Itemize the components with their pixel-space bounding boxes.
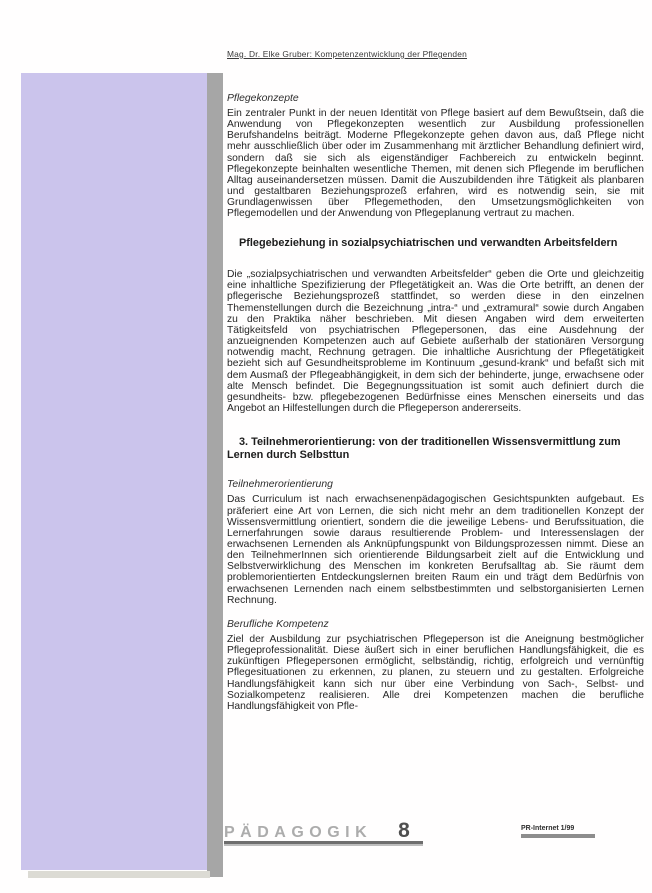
side-band-shadow-bottom: [28, 871, 210, 878]
footer-section: [224, 819, 423, 846]
issue-label: PR-Internet 1/99: [521, 825, 575, 832]
subheading-teilnehmerorientierung: Teilnehmerorientierung: [227, 479, 333, 491]
body-paragraph: Das Curriculum ist nach erwachsenenpädagogischen Gesichtspunkten aufgebaut. Es präferiert eine Art von Lernen, die sich nicht mehr an dem traditionellen Konzept der Wissensvermittlung orientiert, sondern die die jeweilige Lebens- und Berufssituation, die Lernerfahrungen sowie daraus resultierende Problem- und Interessenslagen der erwachsenen Lernenden als Anknüpfungspunkt von Bildungsprozessen nimmt. Diese an den TeilnehmerInnen sich orientierende Bildungsarbeit zielt auf die Entwicklung und Selbstverwirklichung des Menschen im konkreten Berufsalltag ab. Sie räumt dem problemorientierten Entdeckungslernen breiten Raum ein und trägt dem Bedürfnis von erwachsenen Lernenden nach einem selbstbestimmten und selbstorganisierten Lernen Rechnung.: [227, 494, 644, 606]
footer-section-label: PÄDAGOGIK: [224, 824, 373, 841]
footer-issue: [521, 825, 595, 838]
side-band-shadow-right: [207, 73, 223, 877]
decorative-side-band: [21, 73, 207, 870]
issue-rule: [521, 834, 595, 838]
body-paragraph: Die „sozialpsychiatrischen und verwandten Arbeitsfelder“ geben die Orte und gleichzeitig eine inhaltliche Spezifizierung der Pflegetätigkeit an. Was die Orte betrifft, an denen der pflegerische Beziehungsprozeß stattfindet, so werden diese in den einzelnen Themenstellungen durch die Bezeichnung „intra-“ und „extramural“ sowie durch Angaben zu den Praktika näher beschrieben. Mit diesen Angaben wird dem erweiterten Tätigkeitsfeld von psychiatrischen Pflegepersonen, das eine Ausdehnung der anzueignenden Kompetenzen auch auf Gebiete außerhalb der stationären Versorgung notwendig macht, Rechnung getragen. Die inhaltliche Ausrichtung der Pflegetätigkeit bezieht sich auf Gesundheitsprobleme im Kontinuum „gesund-krank“ und befaßt sich mit dem Ausmaß der Pflegeabhängigkeit, in dem sich der behinderte, junge, erwachsene oder alte Mensch befindet. Die Begegnungssituation ist somit auch definiert durch die gesundheits- bzw. pflegebezogenen Bedürfnisse eines Menschen einerseits und das Angebot an Hilfestellungen durch die Pflegeperson andererseits.: [227, 269, 644, 415]
subheading-berufliche-kompetenz: Berufliche Kompetenz: [227, 618, 329, 630]
article-body: [227, 93, 644, 712]
body-paragraph: Ein zentraler Punkt in der neuen Identität von Pflege basiert auf dem Bewußtsein, daß die Anwendung von Pflegekonzepten wesentlich zur Ausbildung professionellen Berufshandelns beiträgt. Moderne Pflegekonzepte gehen davon aus, daß Pflege nicht mehr ausschließlich über oder im Zusammenhang mit ärztlicher Behandlung definiert wird, sondern daß sie sich als eigenständiger Fachbereich zu entwickeln beginnt. Pflegekonzepte beinhalten wesentliche Themen, mit denen sich Pflegende im beruflichen Alltag auseinandersetzen müssen. Damit die Auszubildenden ihre Tätigkeit als planbaren und gestaltbaren Beziehungsprozeß erfahren, wird es notwendig sein, sie mit Grundlagenwissen über Pflegemethoden, den Umsetzungsmöglichkeiten von Pflegemodellen und der Anwendung von Pflegeplanung vertraut zu machen.: [227, 108, 644, 220]
section-heading-pflegebeziehung: Pflegebeziehung in sozialpsychiatrischen und verwandten Arbeitsfeldern: [239, 236, 618, 249]
subheading-pflegekonzepte: Pflegekonzepte: [227, 93, 299, 104]
body-paragraph: Ziel der Ausbildung zur psychiatrischen Pflegeperson ist die Aneignung bestmöglicher Pflegeprofessionalität. Diese äußert sich in einer beruflichen Handlungsfähigkeit, die es zukünftigen Pflegepersonen ermöglicht, selbständig, richtig, erfolgreich und vernünftig Pflegesituationen zu erkennen, zu planen, zu steuern und zu gestalten. Erfolgreiche Handlungsfähigkeit kann sich nur über eine Verbindung von Sach-, Selbst- und Sozialkompetenz realisieren. Alle drei Kompetenzen machen die berufliche Handlungsfähigkeit von Pfle-: [227, 633, 644, 712]
section-heading-teilnehmerorientierung: 3. Teilnehmerorientierung: von der traditionellen Wissensvermittlung zum Lernen durch Selbsttun: [227, 436, 621, 461]
page-number: 8: [398, 819, 410, 842]
running-header: Mag. Dr. Elke Gruber: Kompetenzentwicklung der Pflegenden: [227, 49, 467, 59]
footer-row: [224, 819, 423, 841]
